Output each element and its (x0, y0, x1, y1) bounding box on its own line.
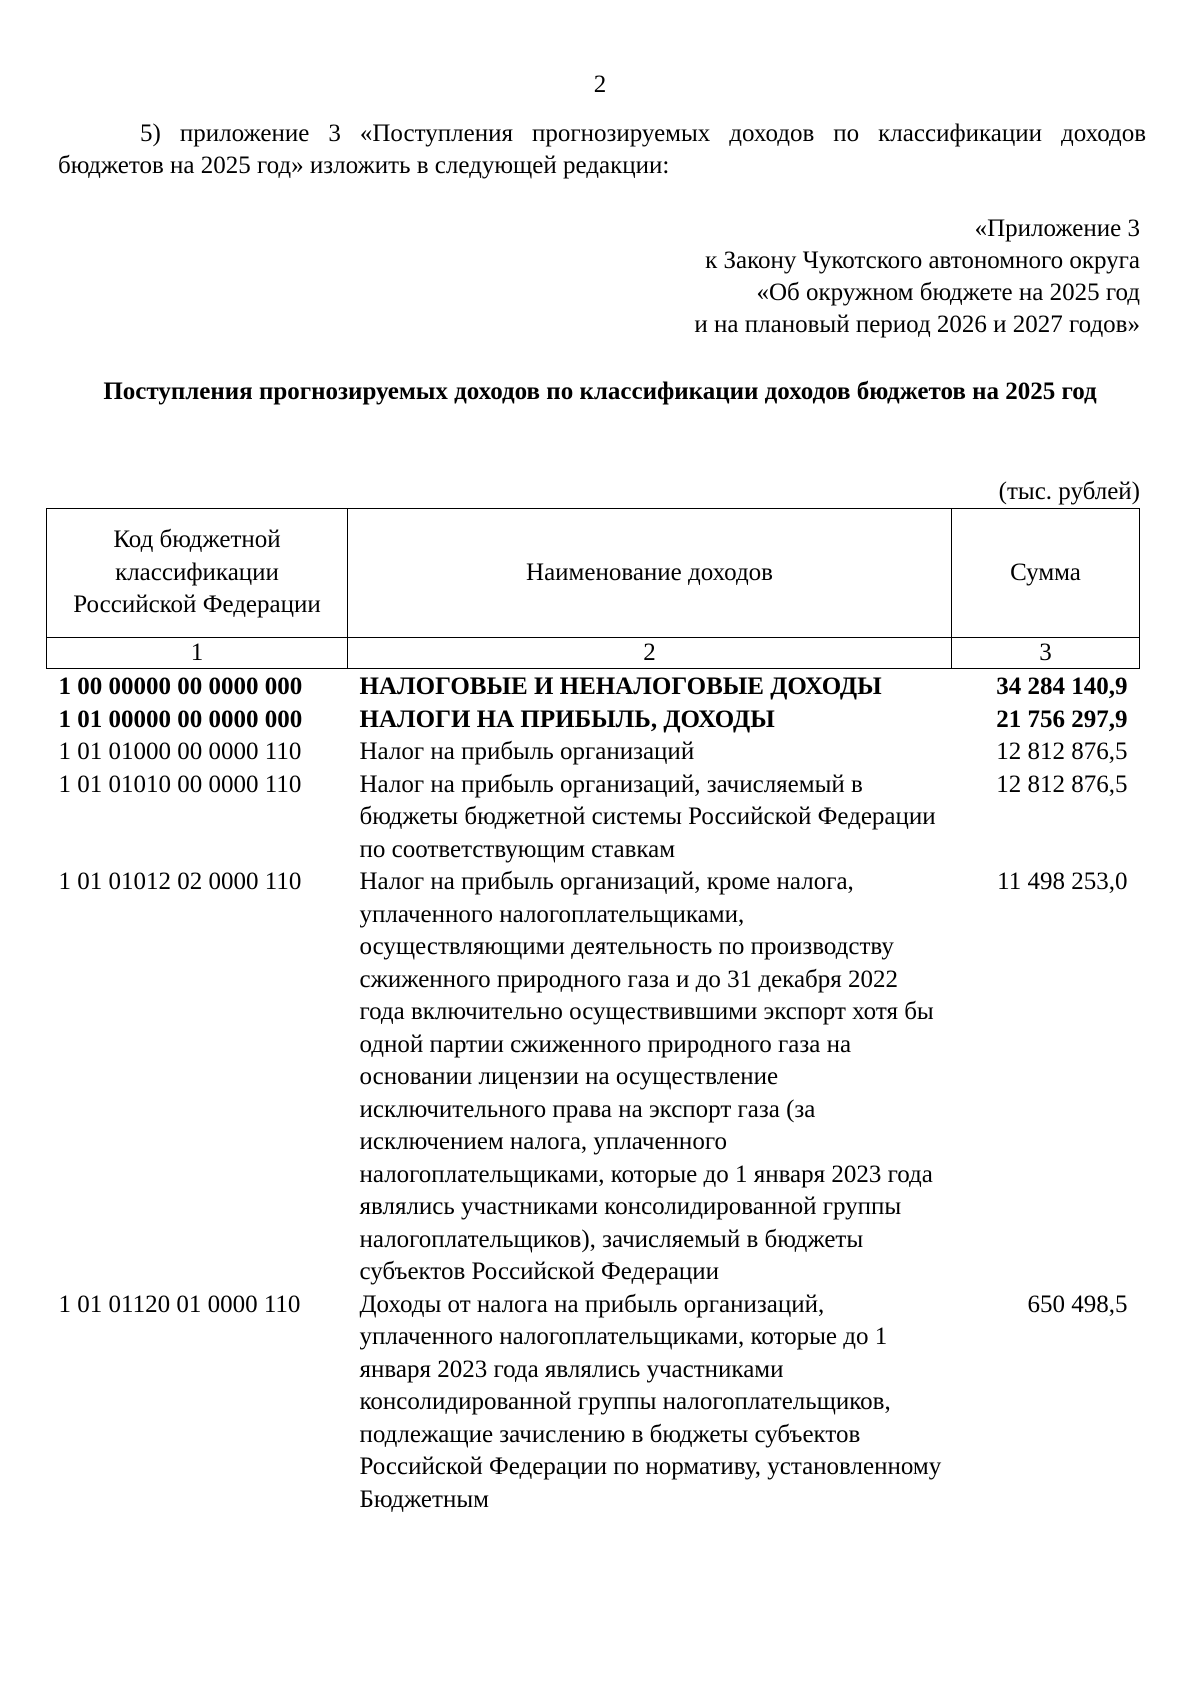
header-amount: Сумма (952, 509, 1140, 638)
header-code: Код бюджетной классификации Российской Федерации (47, 509, 348, 638)
row-code: 1 01 00000 00 0000 000 (58, 705, 303, 733)
appendix-line: «Об окружном бюджете на 2025 год (756, 279, 1140, 306)
row-name: НАЛОГОВЫЕ И НЕНАЛОГОВЫЕ ДОХОДЫ (359, 673, 882, 700)
column-number: 2 (348, 638, 952, 669)
row-code: 1 01 01012 02 0000 110 (58, 868, 302, 895)
appendix-line: «Приложение 3 (974, 215, 1140, 242)
header-name: Наименование доходов (348, 509, 952, 638)
row-amount: 650 498,5 (1027, 1290, 1128, 1318)
table-row (47, 704, 1140, 737)
row-name: НАЛОГИ НА ПРИБЫЛЬ, ДОХОДЫ (359, 705, 775, 733)
row-code: 1 01 01000 00 0000 110 (58, 738, 302, 765)
table-row (47, 769, 1140, 867)
row-code: 1 01 01120 01 0000 110 (58, 1290, 301, 1318)
row-name: Налог на прибыль организаций, зачисляемый в бюджеты бюджетной системы Российской Федерации по соответствующим ставкам (359, 770, 936, 863)
table-row (47, 736, 1140, 769)
table-row (47, 866, 1140, 1289)
row-amount: 34 284 140,9 (996, 673, 1128, 700)
row-code: 1 00 00000 00 0000 000 (58, 673, 303, 700)
row-amount: 12 812 876,5 (996, 770, 1128, 798)
row-name: Налог на прибыль организаций (359, 738, 695, 765)
table-row (47, 1289, 1140, 1517)
appendix-line: к Закону Чукотского автономного округа (705, 247, 1140, 274)
table-header (47, 509, 1140, 669)
row-name: Налог на прибыль организаций, кроме налога, уплаченного налогоплательщиками, осуществляющими деятельность по производству сжиженного природного газа и до 31 декабря 2022 года включительно осуществившими экспорт хотя бы одной партии сжиженного природного газа на основании лицензии на осуществление исключительного права на экспорт газа (за исключением налога, уплаченного налогоплательщиками, которые до 1 января 2023 года являлись участниками консолидированной группы налогоплательщиков), зачисляемый в бюджеты субъектов Российской Федерации (359, 868, 934, 1285)
column-number: 1 (47, 638, 348, 669)
page-number: 2 (593, 71, 607, 98)
table-row (47, 669, 1140, 704)
intro-paragraph: 5) приложение 3 «Поступления прогнозируемых доходов по классификации доходов бюджетов на 2025 год» изложить в следующей редакции: (58, 120, 1146, 179)
appendix-line: и на плановый период 2026 и 2027 годов» (694, 311, 1140, 338)
row-amount: 12 812 876,5 (996, 738, 1128, 765)
column-number: 3 (952, 638, 1140, 669)
appendix-reference (520, 213, 1140, 341)
row-name: Доходы от налога на прибыль организаций, уплаченного налогоплательщиками, которые до 1 января 2023 года являлись участниками консолидированной группы налогоплательщиков, подлежащие зачислению в бюджеты субъектов Российской Федерации по нормативу, установленному Бюджетным (359, 1290, 942, 1513)
row-amount: 11 498 253,0 (997, 868, 1128, 895)
units-label: (тыс. рублей) (998, 478, 1140, 505)
row-amount: 21 756 297,9 (996, 705, 1128, 733)
income-table (46, 508, 1140, 1516)
row-code: 1 01 01010 00 0000 110 (58, 770, 302, 798)
table-body (47, 669, 1140, 1517)
document-title: Поступления прогнозируемых доходов по классификации доходов бюджетов на 2025 год (103, 378, 1097, 405)
